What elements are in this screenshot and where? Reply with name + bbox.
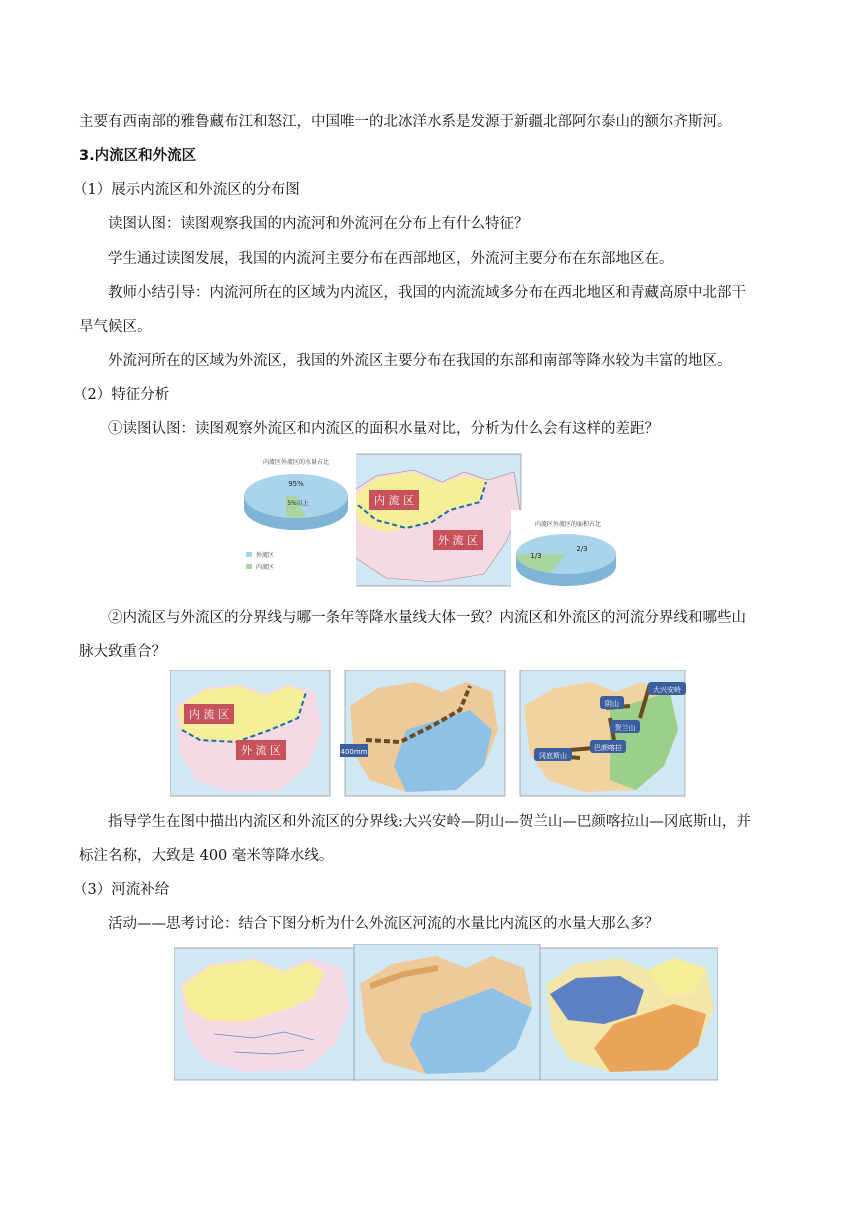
isohyet-label: 400mm — [340, 748, 368, 756]
subsection-heading: （2）特征分析 — [73, 387, 170, 403]
legend-inner-swatch — [246, 564, 252, 569]
paragraph: 旱气候区。 — [79, 319, 152, 335]
legend-outer-swatch — [246, 552, 252, 557]
paragraph: 读图认图：读图观察我国的内流河和外流河在分布上有什么特征？ — [108, 216, 529, 232]
paragraph: 指导学生在图中描出内流区和外流区的分界线:大兴安岭—阴山—贺兰山—巴颜喀拉山—冈底斯山，并 — [108, 814, 751, 830]
paragraph: 活动——思考讨论：结合下图分析为什么外流区河流的水量比内流区的水量大那么多？ — [108, 916, 659, 932]
figure-area-water-comparison — [236, 450, 626, 590]
legend-inner: 内流区 — [256, 564, 275, 571]
subsection-heading: （3）河流补给 — [73, 882, 170, 898]
subsection-heading: （1）展示内流区和外流区的分布图 — [73, 182, 300, 198]
water-inner-pct: 5%以上 — [287, 500, 309, 507]
mountain-label: 贺兰山 — [614, 724, 636, 732]
water-pie-title: 内流区外流区的水量占比 — [262, 459, 330, 466]
map-a-outer-label: 外 流 区 — [241, 744, 281, 757]
map-label-outer: 外 流 区 — [438, 534, 478, 547]
area-inner-label: 1/3 — [530, 552, 542, 560]
map-label-inner: 内 流 区 — [374, 494, 414, 507]
question: ②内流区与外流区的分界线与哪一条年等降水量线大体一致？内流区和外流区的河流分界线和哪些山 — [108, 610, 746, 626]
map-a-inner-label: 内 流 区 — [189, 708, 229, 721]
water-outer-pct: 95% — [288, 480, 304, 488]
paragraph: 教师小结引导：内流河所在的区域为内流区，我国的内流流域多分布在西北地区和青藏高原中北部干 — [108, 285, 746, 301]
mountain-label: 阴山 — [605, 700, 619, 708]
mountain-label: 大兴安岭 — [653, 686, 681, 694]
question: 脉大致重合？ — [79, 644, 166, 660]
section-heading: 3.内流区和外流区 — [79, 148, 197, 164]
area-pie-title: 内流区外流区的面积占比 — [534, 521, 602, 528]
paragraph: 主要有西南部的雅鲁藏布江和怒江，中国唯一的北冰洋水系是发源于新疆北部阿尔泰山的额尔齐斯河。 — [79, 114, 732, 130]
paragraph: 外流河所在的区域为外流区，我国的外流区主要分布在我国的东部和南部等降水较为丰富的地区。 — [108, 353, 732, 369]
paragraph: 标注名称，大致是 400 毫米等降水线。 — [79, 848, 334, 864]
mountain-label: 巴颜喀拉 — [594, 744, 622, 752]
figure-boundary-maps — [170, 670, 690, 798]
area-outer-label: 2/3 — [576, 545, 588, 553]
question: ①读图认图：读图观察外流区和内流区的面积水量对比，分析为什么会有这样的差距？ — [108, 421, 659, 437]
mountain-label: 冈底斯山 — [539, 752, 567, 760]
paragraph: 学生通过读图发展，我国的内流河主要分布在西部地区，外流河主要分布在东部地区在。 — [108, 251, 674, 267]
legend-outer: 外流区 — [256, 552, 275, 559]
figure-river-supply-maps — [174, 944, 718, 1084]
